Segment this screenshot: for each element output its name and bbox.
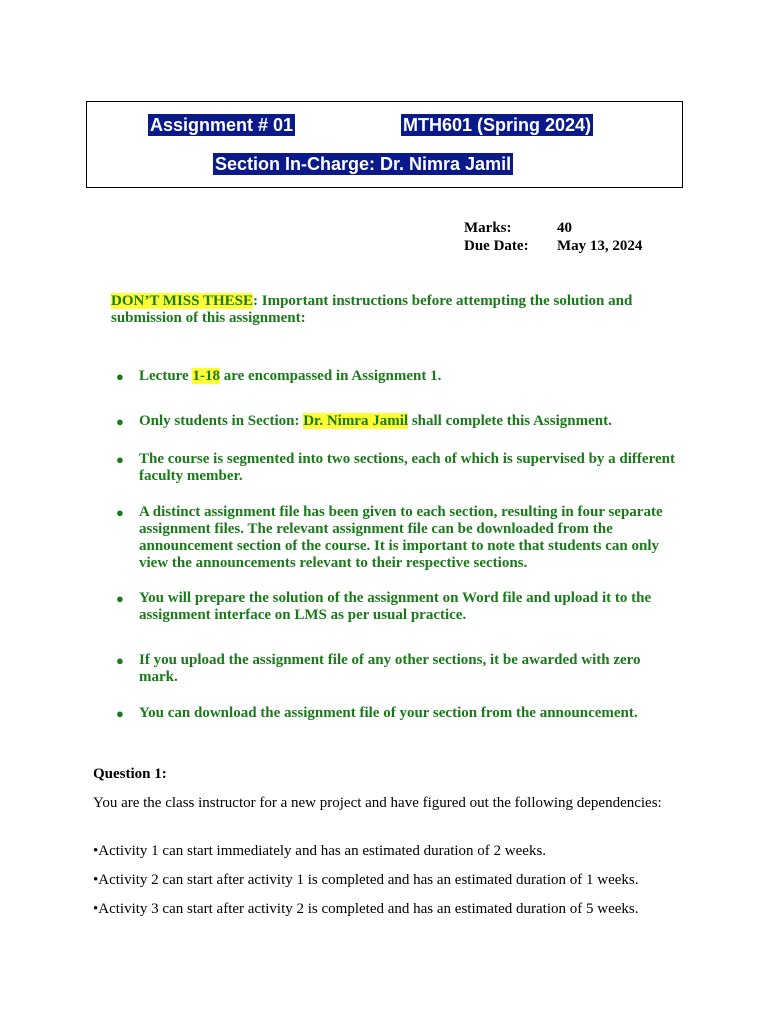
instructions-intro xyxy=(111,293,671,327)
instruction-text-suffix: shall complete this Assignment. xyxy=(408,413,612,429)
bullet-icon: ● xyxy=(116,505,124,520)
instruction-highlight: 1-18 xyxy=(192,368,220,384)
dont-miss-highlight: DON’T MISS THESE xyxy=(111,293,253,309)
bullet-icon: ● xyxy=(116,369,124,384)
instruction-item xyxy=(139,368,679,385)
instruction-text: You will prepare the solution of the assignment on Word file and upload it to the assignment interface on LMS as per usual practice. xyxy=(139,590,652,623)
section-in-charge: Section In-Charge: Dr. Nimra Jamil xyxy=(215,154,512,174)
instruction-text: Only students in Section: xyxy=(139,413,304,429)
question-item: •Activity 2 can start after activity 1 is completed and has an estimated duration of 1 weeks. xyxy=(93,872,639,888)
marks-label: Marks: xyxy=(464,220,512,236)
instruction-highlight: Dr. Nimra Jamil xyxy=(303,413,409,429)
assignment-title: Assignment # 01 xyxy=(150,115,294,135)
instruction-text: A distinct assignment file has been given to each section, resulting in four separate assignment files. The relevant assignment file can be downloaded from the announcement section of the course. It is important to note that students can only view the announcements relevant to their respective sections. xyxy=(139,504,663,571)
question-item: •Activity 3 can start after activity 2 is completed and has an estimated duration of 5 weeks. xyxy=(93,901,639,917)
question-item: •Activity 1 can start immediately and has an estimated duration of 2 weeks. xyxy=(93,843,547,859)
question-title: Question 1: xyxy=(93,766,167,782)
instruction-item xyxy=(139,451,679,485)
instruction-item xyxy=(139,652,679,686)
due-date-label: Due Date: xyxy=(464,238,529,254)
instruction-text: The course is segmented into two sections, each of which is supervised by a different faculty member. xyxy=(139,451,675,484)
due-date-value: May 13, 2024 xyxy=(557,238,643,254)
bullet-icon: ● xyxy=(116,591,124,606)
instruction-item xyxy=(139,705,679,722)
instruction-text-suffix: are encompassed in Assignment 1. xyxy=(219,368,442,384)
bullet-icon: ● xyxy=(116,452,124,467)
bullet-icon: ● xyxy=(116,653,124,668)
bullet-icon: ● xyxy=(116,414,124,429)
instruction-text: You can download the assignment file of your section from the announcement. xyxy=(139,705,638,721)
instruction-text: If you upload the assignment file of any other sections, it be awarded with zero mark. xyxy=(139,652,641,685)
instruction-item xyxy=(139,413,679,430)
instruction-text: Lecture xyxy=(139,368,193,384)
instruction-item xyxy=(139,590,679,624)
course-title: MTH601 (Spring 2024) xyxy=(403,115,592,135)
instruction-item xyxy=(139,504,679,572)
marks-value: 40 xyxy=(557,220,572,236)
question-intro: You are the class instructor for a new project and have figured out the following dependencies: xyxy=(93,795,662,811)
bullet-icon: ● xyxy=(116,706,124,721)
instructions-intro-text: : Important instructions before attempting the solution and submission of this assignment: xyxy=(111,293,633,326)
